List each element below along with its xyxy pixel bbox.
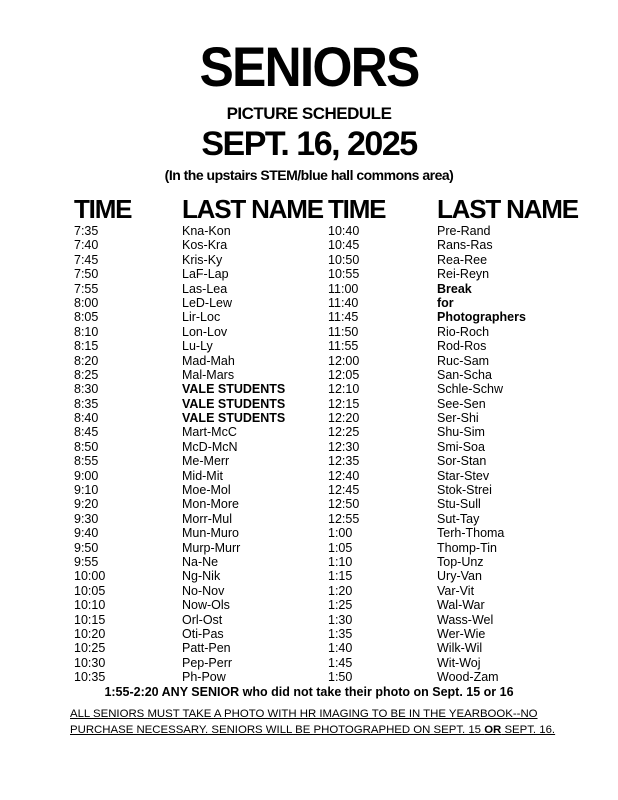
last-name-range: Schle-Schw	[437, 382, 503, 397]
time-slot: 8:15	[74, 339, 99, 354]
last-name-range: Rei-Reyn	[437, 267, 490, 282]
last-name-range: Smi-Soa	[437, 439, 485, 454]
time-slot: 9:30	[74, 511, 99, 526]
time-slot: 1:25	[328, 598, 353, 613]
name-column-left	[182, 224, 285, 685]
last-name-range: Mun-Muro	[182, 526, 239, 541]
time-slot: 10:30	[74, 655, 106, 670]
last-name-range: Wass-Wel	[437, 612, 494, 627]
last-name-range: Morr-Mul	[182, 511, 232, 526]
time-slot: 9:20	[74, 497, 99, 512]
time-slot: 1:40	[328, 641, 353, 656]
time-slot: 12:05	[328, 367, 360, 382]
last-name-range: Moe-Mol	[182, 483, 231, 498]
time-slot: 10:35	[74, 670, 106, 685]
last-name-range: Terh-Thoma	[437, 526, 505, 541]
last-name-range: Wal-War	[437, 598, 485, 613]
last-name-range: Lon-Lov	[182, 324, 228, 339]
footer-line-1: ALL SENIORS MUST TAKE A PHOTO WITH HR IMAGING TO BE IN THE YEARBOOK--NO	[70, 708, 538, 720]
last-name-range: Lu-Ly	[182, 339, 213, 354]
time-slot: 10:40	[328, 224, 360, 238]
time-slot: 9:00	[74, 468, 99, 483]
time-slot: 10:00	[74, 569, 106, 584]
time-slot: 7:35	[74, 224, 99, 238]
last-name-range: Mon-More	[182, 497, 239, 512]
time-slot: 1:10	[328, 554, 353, 569]
last-name-range: Now-Ols	[182, 598, 230, 613]
column-header-name-right: LAST NAME	[437, 194, 578, 224]
time-slot: 12:15	[328, 396, 360, 411]
time-slot: 11:50	[328, 324, 359, 339]
time-slot: 11:00	[328, 281, 359, 296]
last-name-range: Rio-Roch	[437, 324, 490, 339]
time-slot: 12:55	[328, 511, 360, 526]
time-slot: 9:40	[74, 526, 99, 541]
last-name-range: Kris-Ky	[182, 252, 223, 267]
last-name-range: Wer-Wie	[437, 626, 486, 641]
time-slot: 8:20	[74, 353, 99, 368]
last-name-range: Stok-Strei	[437, 483, 492, 498]
time-slot: 8:25	[74, 367, 99, 382]
last-name-range: Ser-Shi	[437, 411, 479, 426]
last-name-range: Ng-Nik	[182, 569, 221, 584]
last-name-range: Kos-Kra	[182, 238, 228, 253]
footer-line-2-text: PURCHASE NECESSARY. SENIORS WILL BE PHOTOGRAPHED ON SEPT. 15	[70, 724, 485, 736]
name-column-right	[437, 224, 526, 685]
time-slot: 12:35	[328, 454, 360, 469]
page-subtitle: PICTURE SCHEDULE	[226, 104, 392, 123]
last-name-range: Ph-Pow	[182, 670, 226, 685]
time-slot: 8:05	[74, 310, 99, 325]
last-name-range: VALE STUDENTS	[182, 396, 286, 411]
last-name-range: Var-Vit	[437, 583, 475, 598]
last-name-range: McD-McN	[182, 439, 238, 454]
time-slot: 12:25	[328, 425, 360, 440]
last-name-range: Rans-Ras	[437, 238, 493, 253]
time-slot: 12:50	[328, 497, 360, 512]
time-slot: 8:35	[74, 396, 99, 411]
last-name-range: See-Sen	[437, 396, 486, 411]
time-slot: 8:10	[74, 324, 99, 339]
time-slot: 1:45	[328, 655, 353, 670]
last-name-range: LaF-Lap	[182, 267, 229, 282]
time-slot: 1:20	[328, 583, 353, 598]
yearbook-footer	[70, 706, 560, 738]
time-slot: 10:50	[328, 252, 360, 267]
schedule-date: SEPT. 16, 2025	[201, 125, 417, 163]
last-name-range: Sor-Stan	[437, 454, 487, 469]
last-name-range: Rea-Ree	[437, 252, 488, 267]
time-slot: 12:45	[328, 483, 360, 498]
last-name-range: Mart-McC	[182, 425, 237, 440]
footer-emphasis: OR	[484, 724, 502, 736]
last-name-range: Thomp-Tin	[437, 540, 497, 555]
last-name-range: Mid-Mit	[182, 468, 223, 483]
time-slot: 12:10	[328, 382, 360, 397]
last-name-range: Me-Merr	[182, 454, 230, 469]
last-name-range: Photographers	[437, 310, 526, 325]
time-slot: 1:50	[328, 670, 353, 685]
time-slot: 9:10	[74, 483, 99, 498]
last-name-range: Patt-Pen	[182, 641, 231, 656]
time-slot: 10:20	[74, 626, 106, 641]
last-name-range: Na-Ne	[182, 554, 219, 569]
time-slot: 8:00	[74, 295, 99, 310]
last-name-range: Wit-Woj	[437, 655, 481, 670]
time-slot: 8:45	[74, 425, 99, 440]
last-name-range: Pep-Perr	[182, 655, 233, 670]
last-name-range: No-Nov	[182, 583, 225, 598]
last-name-range: Ruc-Sam	[437, 353, 490, 368]
last-name-range: Shu-Sim	[437, 425, 485, 440]
last-name-range: Las-Lea	[182, 281, 228, 296]
time-slot: 10:25	[74, 641, 106, 656]
time-slot: 7:40	[74, 238, 99, 253]
time-slot: 11:55	[328, 339, 359, 354]
last-name-range: Wilk-Wil	[437, 641, 483, 656]
last-name-range: Star-Stev	[437, 468, 490, 483]
time-slot: 12:20	[328, 411, 360, 426]
time-slot: 7:45	[74, 252, 99, 267]
column-header-time-left: TIME	[74, 194, 132, 224]
time-slot: 8:30	[74, 382, 99, 397]
last-name-range: Mal-Mars	[182, 367, 235, 382]
last-name-range: Lir-Loc	[182, 310, 221, 325]
last-name-range: VALE STUDENTS	[182, 382, 286, 397]
time-slot: 8:55	[74, 454, 99, 469]
time-slot: 1:15	[328, 569, 353, 584]
time-slot: 1:30	[328, 612, 353, 627]
time-slot: 12:30	[328, 439, 360, 454]
time-slot: 7:55	[74, 281, 99, 296]
time-slot: 1:05	[328, 540, 353, 555]
last-name-range: San-Scha	[437, 367, 492, 382]
time-slot: 10:05	[74, 583, 106, 598]
time-slot: 10:10	[74, 598, 106, 613]
time-column-left	[74, 224, 105, 685]
last-name-range: LeD-Lew	[182, 295, 233, 310]
location-note: (In the upstairs STEM/blue hall commons area)	[164, 167, 454, 183]
time-slot: 1:35	[328, 626, 353, 641]
makeup-session-note: 1:55-2:20 ANY SENIOR who did not take their photo on Sept. 15 or 16	[104, 685, 514, 699]
time-slot: 9:55	[74, 554, 99, 569]
time-slot: 12:00	[328, 353, 360, 368]
last-name-range: Rod-Ros	[437, 339, 487, 354]
time-slot: 7:50	[74, 267, 99, 282]
column-header-time-right: TIME	[328, 194, 386, 224]
last-name-range: Oti-Pas	[182, 626, 224, 641]
time-slot: 10:55	[328, 267, 360, 282]
last-name-range: Orl-Ost	[182, 612, 223, 627]
last-name-range: Break	[437, 281, 472, 296]
last-name-range: Wood-Zam	[437, 670, 499, 685]
last-name-range: Sut-Tay	[437, 511, 480, 526]
time-slot: 1:00	[328, 526, 353, 541]
time-slot: 11:40	[328, 295, 359, 310]
time-slot: 11:45	[328, 310, 359, 325]
last-name-range: for	[437, 295, 454, 310]
time-slot: 12:40	[328, 468, 360, 483]
footer-line-2	[70, 722, 560, 738]
last-name-range: Kna-Kon	[182, 224, 231, 238]
last-name-range: Mad-Mah	[182, 353, 235, 368]
time-column-right	[328, 224, 359, 685]
time-slot: 10:45	[328, 238, 360, 253]
page-title: SENIORS	[199, 35, 419, 98]
last-name-range: Pre-Rand	[437, 224, 491, 238]
footer-line-2-end: SEPT. 16.	[501, 724, 556, 736]
time-slot: 9:50	[74, 540, 99, 555]
time-slot: 8:50	[74, 439, 99, 454]
last-name-range: Ury-Van	[437, 569, 482, 584]
time-slot: 8:40	[74, 411, 99, 426]
last-name-range: Stu-Sull	[437, 497, 481, 512]
last-name-range: VALE STUDENTS	[182, 411, 286, 426]
last-name-range: Top-Unz	[437, 554, 484, 569]
column-header-name-left: LAST NAME	[182, 194, 323, 224]
time-slot: 10:15	[74, 612, 106, 627]
last-name-range: Murp-Murr	[182, 540, 241, 555]
